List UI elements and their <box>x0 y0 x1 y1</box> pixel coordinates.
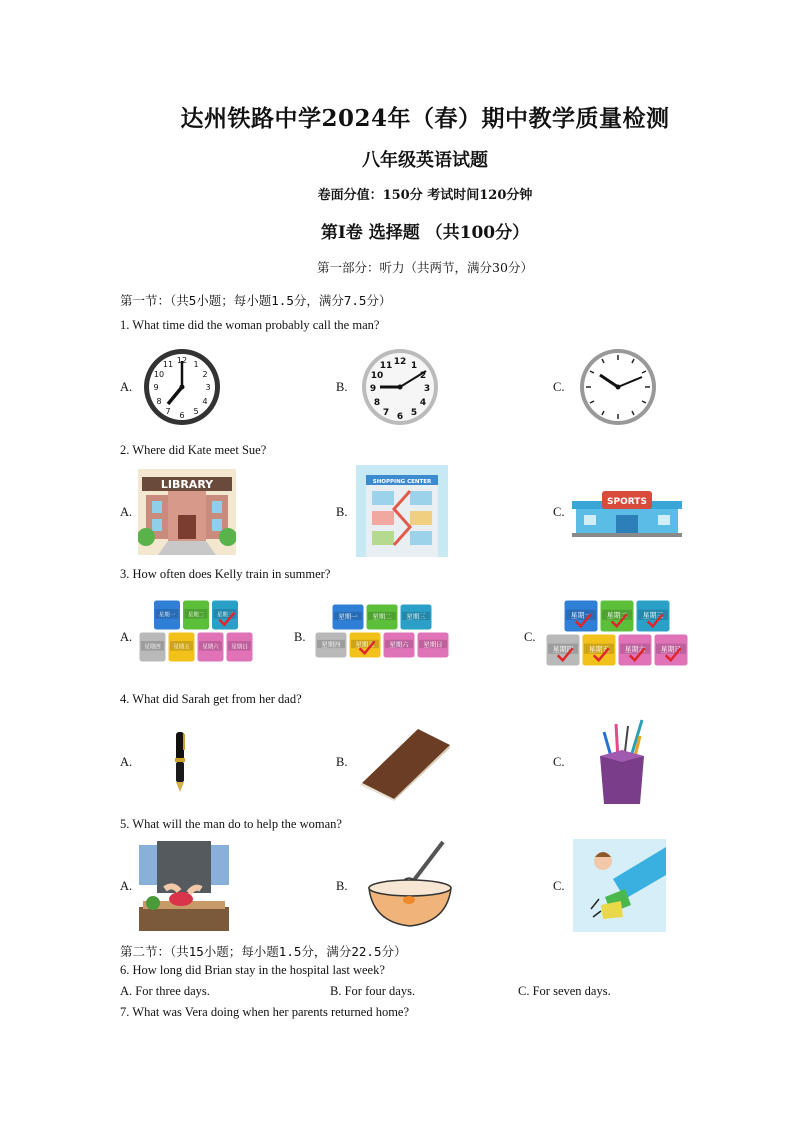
q4-option-c-label: C. <box>553 755 565 769</box>
calendar-many-icon[interactable] <box>546 600 688 670</box>
svg-text:12: 12 <box>393 357 407 367</box>
question-5-stem: 5. What will the man do to help the woman? <box>120 817 342 831</box>
whisking-bowl-icon[interactable] <box>367 838 453 930</box>
q3-option-c-label: C. <box>524 630 536 644</box>
day-tile <box>154 600 181 630</box>
svg-text:7: 7 <box>165 407 171 416</box>
day-tile <box>183 600 210 630</box>
day-label: 星期三 <box>406 612 426 621</box>
question-3-stem: 3. How often does Kelly train in summer? <box>120 567 331 581</box>
q1-option-b-label: B. <box>336 380 348 394</box>
day-tile <box>546 634 580 666</box>
day-tile <box>400 604 432 630</box>
q1-option-a-label: A. <box>120 380 133 394</box>
score-info: 卷面分值：150分 考试时间120分钟 <box>317 188 533 203</box>
q5-option-a-label: A. <box>120 879 133 893</box>
question-7-stem: 7. What was Vera doing when her parents returned home? <box>120 1005 410 1019</box>
svg-text:10: 10 <box>370 371 384 381</box>
cal-c-svg <box>546 600 688 666</box>
q5-option-c-label: C. <box>553 879 565 893</box>
q6-option-c[interactable]: C. For seven days. <box>518 984 611 998</box>
svg-text:11: 11 <box>379 361 393 371</box>
day-label: 星期六 <box>389 640 409 649</box>
day-tile <box>332 604 364 630</box>
library-icon[interactable] <box>138 469 236 555</box>
svg-text:3: 3 <box>423 384 431 394</box>
day-label: 星期四 <box>321 640 341 649</box>
day-label: 星期三 <box>216 612 234 619</box>
page-subtitle: 八年级英语试题 <box>362 150 488 171</box>
library-sign: LIBRARY <box>160 478 214 491</box>
svg-text:8: 8 <box>156 397 162 406</box>
q4-option-a-label: A. <box>120 755 133 769</box>
svg-text:12: 12 <box>176 356 188 365</box>
day-tile <box>366 604 398 630</box>
day-label: 星期日 <box>423 640 443 649</box>
q3-option-a-label: A. <box>120 630 133 644</box>
day-tile <box>226 632 253 662</box>
question-4-stem: 4. What did Sarah get from her dad? <box>120 692 302 706</box>
q5-option-b-label: B. <box>336 879 348 893</box>
day-label: 星期一 <box>158 612 176 619</box>
q1-option-c-label: C. <box>553 380 565 394</box>
day-tile <box>417 632 449 658</box>
svg-text:2: 2 <box>419 371 427 381</box>
sports-sign: SPORTS <box>607 497 647 507</box>
day-label: 星期二 <box>606 611 628 620</box>
svg-text:6: 6 <box>396 412 404 422</box>
shopping-center-icon[interactable] <box>356 465 448 557</box>
q2-option-c-label: C. <box>553 505 565 519</box>
clock-10-10-icon[interactable] <box>578 347 658 427</box>
day-tile <box>564 600 598 632</box>
cutting-vegetables-icon[interactable] <box>139 841 229 931</box>
q6-option-b[interactable]: B. For four days. <box>330 984 416 998</box>
day-tile <box>582 634 616 666</box>
question-2-stem: 2. Where did Kate meet Sue? <box>120 443 267 457</box>
book-icon[interactable] <box>356 725 452 801</box>
clock-9-10-icon[interactable] <box>360 347 440 427</box>
svg-text:5: 5 <box>193 407 199 416</box>
svg-text:9: 9 <box>369 384 377 394</box>
day-label: 星期五 <box>173 644 190 651</box>
cal-b-svg <box>315 604 449 658</box>
q4-option-b-label: B. <box>336 755 348 769</box>
svg-text:5: 5 <box>410 408 418 418</box>
day-label: 星期四 <box>144 644 161 651</box>
svg-text:1: 1 <box>193 360 199 369</box>
day-tile <box>600 600 634 632</box>
day-label: 星期三 <box>642 611 664 620</box>
svg-text:7: 7 <box>382 408 390 418</box>
q2-option-a-label: A. <box>120 505 133 519</box>
day-label: 星期二 <box>372 612 392 621</box>
day-tile <box>315 632 347 658</box>
day-tile <box>197 632 224 662</box>
day-tile <box>383 632 415 658</box>
svg-text:4: 4 <box>419 398 427 408</box>
day-tile <box>212 600 239 630</box>
pencil-holder-icon[interactable] <box>594 718 650 806</box>
day-tile <box>139 632 166 662</box>
day-label: 星期五 <box>588 645 610 654</box>
clock-8-00-icon[interactable] <box>142 347 222 427</box>
calendar-twice-icon[interactable] <box>315 604 449 662</box>
svg-text:10: 10 <box>153 370 165 379</box>
part-heading: 第一部分：听力（共两节，满分30分） <box>317 260 533 275</box>
svg-text:1: 1 <box>410 361 418 371</box>
day-label: 星期五 <box>355 640 375 649</box>
q6-option-a[interactable]: A. For three days. <box>120 984 210 998</box>
svg-text:3: 3 <box>205 383 211 392</box>
day-label: 星期日 <box>660 645 682 654</box>
sports-center-icon[interactable] <box>572 487 682 537</box>
calendar-once-icon[interactable] <box>139 600 253 666</box>
pen-icon[interactable] <box>172 730 188 794</box>
svg-text:8: 8 <box>373 398 381 408</box>
volume-heading: 第Ⅰ卷 选择题 （共100分） <box>320 223 530 243</box>
svg-text:4: 4 <box>202 397 208 406</box>
day-label: 星期日 <box>231 644 248 651</box>
cleaning-floor-icon[interactable] <box>573 839 666 932</box>
page-title: 达州铁路中学2024年（春）期中教学质量检测 <box>180 105 670 132</box>
q2-option-b-label: B. <box>336 505 348 519</box>
day-tile <box>349 632 381 658</box>
svg-text:2: 2 <box>202 370 208 379</box>
svg-text:11: 11 <box>162 360 174 369</box>
section-2-label: 第二节：（共15小题；每小题1.5分，满分22.5分） <box>120 944 407 959</box>
day-tile <box>654 634 688 666</box>
question-6-stem: 6. How long did Brian stay in the hospital last week? <box>120 963 385 977</box>
question-1-stem: 1. What time did the woman probably call the man? <box>120 318 380 332</box>
cal-a-svg <box>139 600 253 662</box>
day-label: 星期一 <box>570 611 592 620</box>
day-label: 星期二 <box>187 612 205 619</box>
day-label: 星期六 <box>202 644 219 651</box>
day-label: 星期一 <box>338 612 358 621</box>
q3-option-b-label: B. <box>294 630 306 644</box>
day-tile <box>618 634 652 666</box>
svg-text:6: 6 <box>179 411 185 420</box>
day-label: 星期四 <box>552 645 574 654</box>
day-tile <box>636 600 670 632</box>
day-tile <box>168 632 195 662</box>
section-1-label: 第一节：（共5小题；每小题1.5分，满分7.5分） <box>120 293 392 308</box>
shopping-sign: SHOPPING CENTER <box>372 479 432 485</box>
day-label: 星期六 <box>624 645 646 654</box>
svg-text:9: 9 <box>153 383 159 392</box>
